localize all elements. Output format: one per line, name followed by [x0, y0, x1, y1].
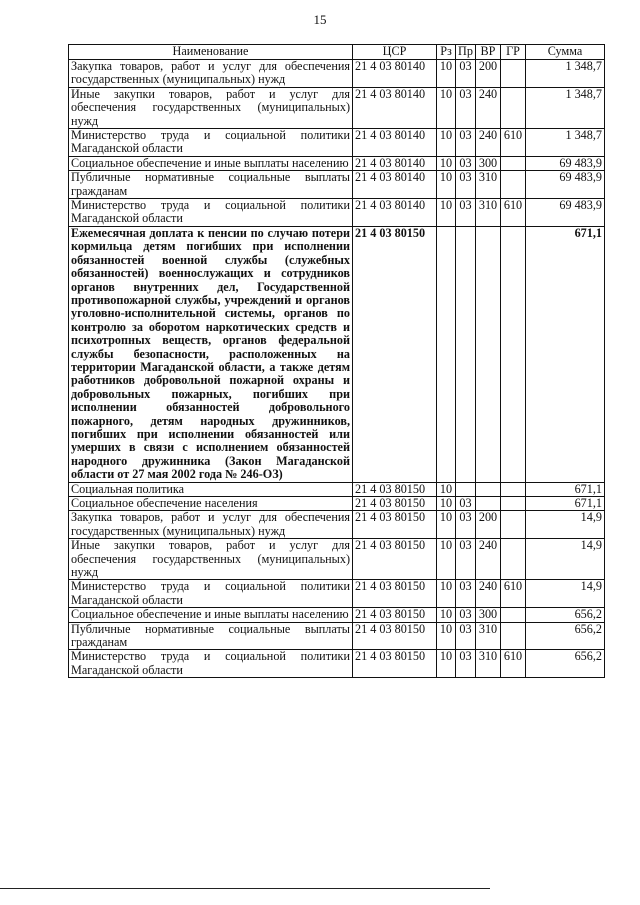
- table-row: [69, 608, 605, 622]
- cell-csr: 21 4 03 80150: [353, 226, 437, 482]
- cell-vr: [476, 482, 501, 496]
- cell-pr: 03: [456, 156, 476, 170]
- cell-name: Публичные нормативные социальные выплаты гражданам: [69, 171, 353, 199]
- cell-pr: 03: [456, 171, 476, 199]
- cell-sum: 14,9: [526, 539, 605, 580]
- cell-rz: 10: [437, 129, 456, 157]
- cell-gr: [501, 60, 526, 88]
- cell-name: Закупка товаров, работ и услуг для обеспечения государственных (муниципальных) нужд: [69, 60, 353, 88]
- cell-sum: 14,9: [526, 580, 605, 608]
- cell-sum: 671,1: [526, 482, 605, 496]
- page-number: 15: [313, 12, 327, 27]
- cell-csr: 21 4 03 80150: [353, 497, 437, 511]
- cell-gr: [501, 539, 526, 580]
- cell-vr: 240: [476, 87, 501, 128]
- cell-vr: 200: [476, 511, 501, 539]
- cell-csr: 21 4 03 80140: [353, 171, 437, 199]
- cell-vr: 240: [476, 580, 501, 608]
- table-row: [69, 497, 605, 511]
- cell-name: Социальная политика: [69, 482, 353, 496]
- table-row: [69, 60, 605, 88]
- cell-name: Министерство труда и социальной политики Магаданской области: [69, 129, 353, 157]
- cell-gr: [501, 608, 526, 622]
- cell-vr: 240: [476, 129, 501, 157]
- cell-sum: 69 483,9: [526, 156, 605, 170]
- cell-rz: 10: [437, 171, 456, 199]
- table-row: [69, 129, 605, 157]
- header-rz: Рз: [437, 45, 456, 60]
- cell-rz: [437, 226, 456, 482]
- cell-vr: 310: [476, 622, 501, 650]
- cell-gr: [501, 497, 526, 511]
- cell-csr: 21 4 03 80150: [353, 608, 437, 622]
- cell-gr: 610: [501, 129, 526, 157]
- cell-gr: 610: [501, 199, 526, 227]
- cell-rz: 10: [437, 622, 456, 650]
- cell-pr: 03: [456, 622, 476, 650]
- cell-gr: [501, 171, 526, 199]
- cell-pr: 03: [456, 580, 476, 608]
- cell-name: Министерство труда и социальной политики Магаданской области: [69, 580, 353, 608]
- cell-pr: [456, 226, 476, 482]
- cell-rz: 10: [437, 539, 456, 580]
- cell-sum: 656,2: [526, 622, 605, 650]
- cell-pr: 03: [456, 199, 476, 227]
- cell-sum: 671,1: [526, 226, 605, 482]
- table-body: [69, 60, 605, 678]
- cell-sum: 14,9: [526, 511, 605, 539]
- cell-vr: 300: [476, 608, 501, 622]
- table-row: [69, 226, 605, 482]
- cell-gr: [501, 622, 526, 650]
- cell-vr: 200: [476, 60, 501, 88]
- table-row: [69, 87, 605, 128]
- cell-rz: 10: [437, 650, 456, 678]
- header-csr: ЦСР: [353, 45, 437, 60]
- cell-pr: 03: [456, 129, 476, 157]
- cell-rz: 10: [437, 608, 456, 622]
- header-name: Наименование: [69, 45, 353, 60]
- cell-pr: 03: [456, 511, 476, 539]
- cell-rz: 10: [437, 511, 456, 539]
- cell-csr: 21 4 03 80150: [353, 622, 437, 650]
- cell-csr: 21 4 03 80150: [353, 511, 437, 539]
- cell-pr: 03: [456, 608, 476, 622]
- cell-name: Министерство труда и социальной политики Магаданской области: [69, 650, 353, 678]
- cell-sum: 69 483,9: [526, 199, 605, 227]
- cell-pr: 03: [456, 539, 476, 580]
- cell-vr: [476, 497, 501, 511]
- cell-csr: 21 4 03 80140: [353, 87, 437, 128]
- cell-name: Закупка товаров, работ и услуг для обеспечения государственных (муниципальных) нужд: [69, 511, 353, 539]
- header-vr: ВР: [476, 45, 501, 60]
- cell-vr: 240: [476, 539, 501, 580]
- cell-vr: [476, 226, 501, 482]
- cell-name: Социальное обеспечение и иные выплаты населению: [69, 156, 353, 170]
- cell-vr: 310: [476, 199, 501, 227]
- cell-pr: 03: [456, 650, 476, 678]
- table-row: [69, 511, 605, 539]
- cell-sum: 656,2: [526, 650, 605, 678]
- cell-pr: 03: [456, 87, 476, 128]
- cell-sum: 69 483,9: [526, 171, 605, 199]
- table-row: [69, 482, 605, 496]
- budget-table: [68, 44, 605, 678]
- cell-sum: 1 348,7: [526, 60, 605, 88]
- header-gr: ГР: [501, 45, 526, 60]
- table-row: [69, 580, 605, 608]
- cell-csr: 21 4 03 80150: [353, 650, 437, 678]
- cell-pr: [456, 482, 476, 496]
- cell-rz: 10: [437, 87, 456, 128]
- footer-rule: [0, 888, 490, 889]
- cell-rz: 10: [437, 497, 456, 511]
- cell-name: Иные закупки товаров, работ и услуг для обеспечения государственных (муниципальных) нужд: [69, 539, 353, 580]
- cell-name: Публичные нормативные социальные выплаты гражданам: [69, 622, 353, 650]
- table-row: [69, 199, 605, 227]
- header-sum: Сумма: [526, 45, 605, 60]
- cell-gr: [501, 156, 526, 170]
- cell-name: Министерство труда и социальной политики Магаданской области: [69, 199, 353, 227]
- cell-gr: [501, 482, 526, 496]
- cell-sum: 671,1: [526, 497, 605, 511]
- cell-rz: 10: [437, 482, 456, 496]
- cell-rz: 10: [437, 156, 456, 170]
- table-row: [69, 650, 605, 678]
- cell-vr: 310: [476, 171, 501, 199]
- cell-sum: 656,2: [526, 608, 605, 622]
- cell-rz: 10: [437, 199, 456, 227]
- cell-csr: 21 4 03 80140: [353, 199, 437, 227]
- table-row: [69, 171, 605, 199]
- cell-gr: 610: [501, 580, 526, 608]
- cell-csr: 21 4 03 80150: [353, 482, 437, 496]
- cell-gr: [501, 226, 526, 482]
- table-row: [69, 156, 605, 170]
- header-pr: Пр: [456, 45, 476, 60]
- cell-csr: 21 4 03 80140: [353, 129, 437, 157]
- cell-gr: [501, 87, 526, 128]
- cell-vr: 300: [476, 156, 501, 170]
- cell-gr: [501, 511, 526, 539]
- cell-pr: 03: [456, 497, 476, 511]
- cell-sum: 1 348,7: [526, 87, 605, 128]
- table-row: [69, 539, 605, 580]
- cell-name: Социальное обеспечение и иные выплаты населению: [69, 608, 353, 622]
- cell-name: Иные закупки товаров, работ и услуг для обеспечения государственных (муниципальных) нужд: [69, 87, 353, 128]
- cell-sum: 1 348,7: [526, 129, 605, 157]
- cell-name: Социальное обеспечение населения: [69, 497, 353, 511]
- cell-vr: 310: [476, 650, 501, 678]
- cell-pr: 03: [456, 60, 476, 88]
- cell-csr: 21 4 03 80140: [353, 60, 437, 88]
- cell-csr: 21 4 03 80140: [353, 156, 437, 170]
- table-row: [69, 622, 605, 650]
- cell-csr: 21 4 03 80150: [353, 539, 437, 580]
- cell-rz: 10: [437, 580, 456, 608]
- cell-csr: 21 4 03 80150: [353, 580, 437, 608]
- cell-rz: 10: [437, 60, 456, 88]
- table-header-row: [69, 45, 605, 60]
- cell-gr: 610: [501, 650, 526, 678]
- cell-name: Ежемесячная доплата к пенсии по случаю потери кормильца детям погибших при исполнении обязанностей военной службы (служебных обязанностей) военнослужащих и сотрудников органов внутренних дел, Государственной противопожарной службы, учреждений и органов уголовно-исполнительной системы, органов по контролю за оборотом наркотических средств и психотропных веществ, органов федеральной службы безопасности, расположенных на территории Магаданской области, а также детям работников добровольной пожарной охраны и добровольных пожарных, погибших при исполнении обязанностей добровольного пожарного, детям народных дружинников, погибших при исполнении обязанностей или умерших в связи с исполнением обязанностей народного дружинника (Закон Магаданской области от 27 мая 2002 года № 246-ОЗ): [69, 226, 353, 482]
